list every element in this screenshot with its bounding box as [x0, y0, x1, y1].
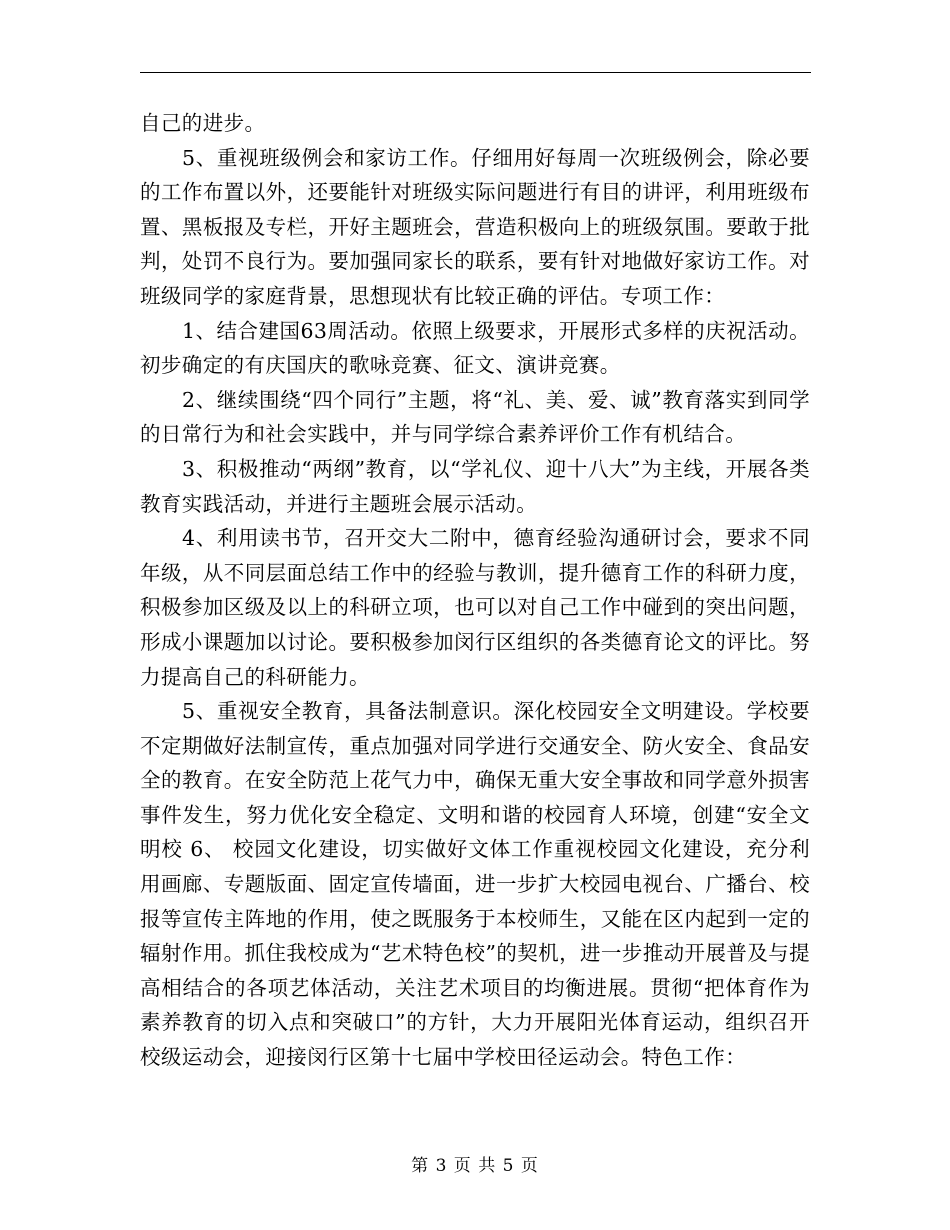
paragraph: 自己的进步。	[140, 111, 266, 135]
paragraph: 4、利用读书节，召开交大二附中，德育经验沟通研讨会，要求不同年级，从不同层面总结工作中的经验与教训，提升德育工作的科研力度，积极参加区级及以上的科研立项，也可以对自己工作中碰到的突出问题，形成小课题加以讨论。要积极参加闵行区组织的各类德育论文的评比。努力提高自己的科研能力。	[140, 526, 810, 689]
paragraph: 3、积极推动“两纲”教育，以“学礼仪、迎十八大”为主线，开展各类教育实践活动，并进行主题班会展示活动。	[140, 456, 810, 516]
paragraph: 2、继续围绕“四个同行”主题，将“礼、美、爱、诚”教育落实到同学的日常行为和社会实践中，并与同学综合素养评价工作有机结合。	[140, 387, 810, 447]
paragraph: 5、重视班级例会和家访工作。仔细用好每周一次班级例会，除必要的工作布置以外，还要能针对班级实际问题进行有目的讲评，利用班级布置、黑板报及专栏，开好主题班会，营造积极向上的班级氛围。要敢于批判，处罚不良行为。要加强同家长的联系，要有针对地做好家访工作。对班级同学的家庭背景，思想现状有比较正确的评估。专项工作：	[140, 145, 810, 308]
document-body	[140, 106, 810, 1075]
paragraph: 5、重视安全教育，具备法制意识。深化校园安全文明建设。学校要不定期做好法制宣传，重点加强对同学进行交通安全、防火安全、食品安全的教育。在安全防范上花气力中，确保无重大安全事故和同学意外损害事件发生，努力优化安全稳定、文明和谐的校园育人环境，创建“安全文明校 6、 校园文化建设，切实做好文体工作重视校园文化建设，充分利用画廊、专题版面、固定宣传墙面，进一步扩大校园电视台、广播台、校报等宣传主阵地的作用，使之既服务于本校师生，又能在区内起到一定的辐射作用。抓住我校成为“艺术特色校”的契机，进一步推动开展普及与提高相结合的各项艺体活动，关注艺术项目的均衡进展。贯彻“把体育作为素养教育的切入点和突破口”的方针，大力开展阳光体育运动，组织召开校级运动会，迎接闵行区第十七届中学校田径运动会。特色工作：	[140, 699, 810, 1070]
paragraph: 1、结合建国63周活动。依照上级要求，开展形式多样的庆祝活动。初步确定的有庆国庆的歌咏竞赛、征文、演讲竞赛。	[140, 318, 810, 378]
header-rule	[140, 72, 811, 73]
page-footer: 第 3 页 共 5 页	[411, 1156, 539, 1176]
